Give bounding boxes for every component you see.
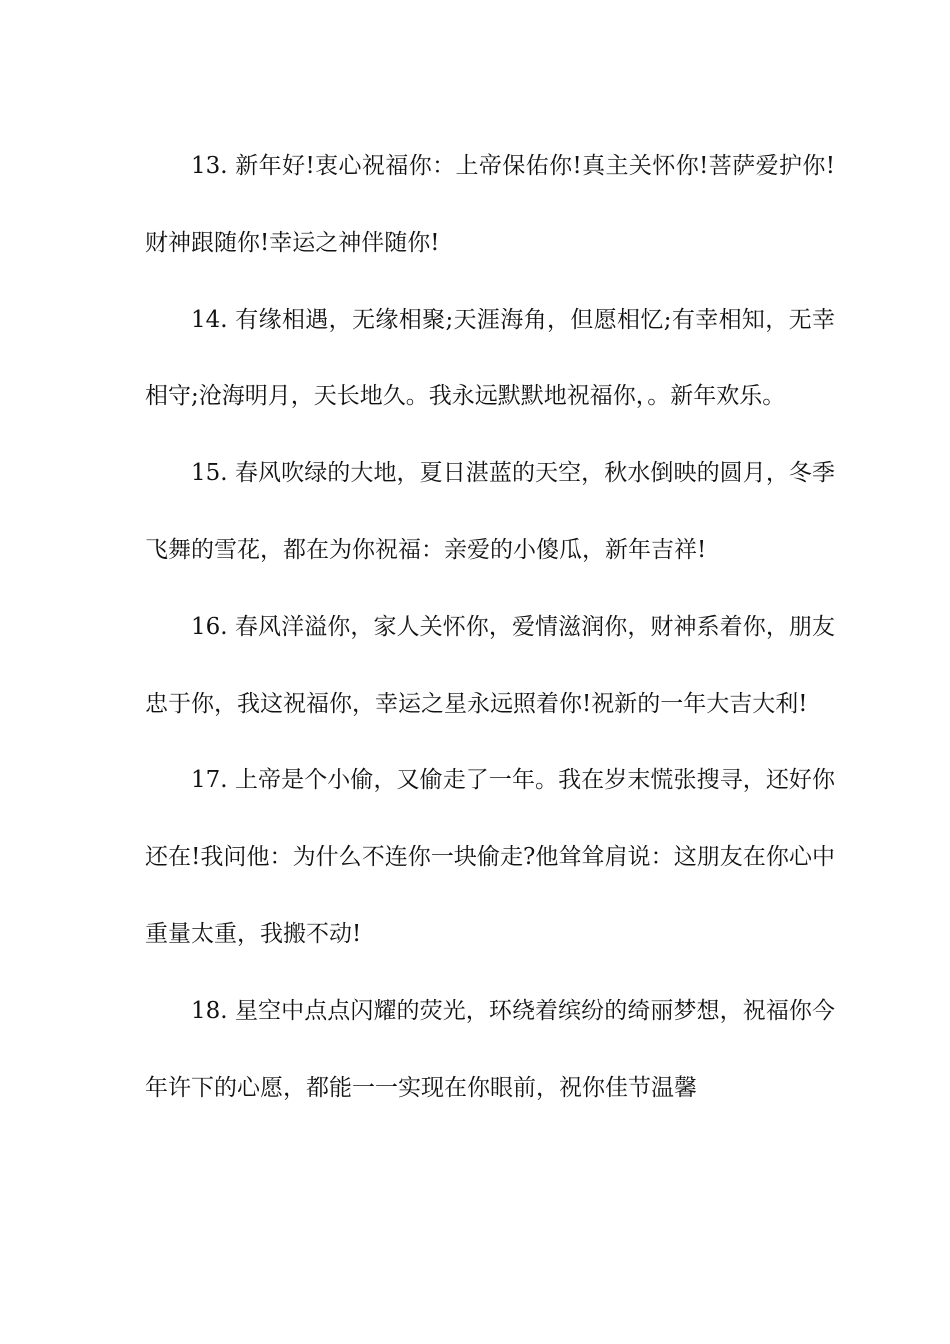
paragraph-17: 17. 上帝是个小偷，又偷走了一年。我在岁末慌张搜寻，还好你还在!我问他：为什么不连你一块偷走?他耸耸肩说：这朋友在你心中重量太重，我搬不动! [145, 767, 835, 947]
paragraph-14: 14. 有缘相遇，无缘相聚;天涯海角，但愿相忆;有幸相知，无幸相守;沧海明月，天长地久。我永远默默地祝福你，。新年欢乐。 [145, 306, 835, 410]
paragraph-13: 13. 新年好!衷心祝福你：上帝保佑你!真主关怀你!菩萨爱护你!财神跟随你!幸运之神伴随你! [145, 153, 835, 256]
document-body [145, 128, 835, 1126]
paragraph-15: 15. 春风吹绿的大地，夏日湛蓝的天空，秋水倒映的圆月，冬季飞舞的雪花，都在为你祝福：亲爱的小傻瓜，新年吉祥! [145, 460, 835, 563]
paragraph-18: 18. 星空中点点闪耀的荧光，环绕着缤纷的绮丽梦想，祝福你今年许下的心愿，都能一一实现在你眼前，祝你佳节温馨 [145, 997, 835, 1101]
paragraph-16: 16. 春风洋溢你，家人关怀你，爱情滋润你，财神系着你，朋友忠于你，我这祝福你，幸运之星永远照着你!祝新的一年大吉大利! [145, 613, 835, 717]
